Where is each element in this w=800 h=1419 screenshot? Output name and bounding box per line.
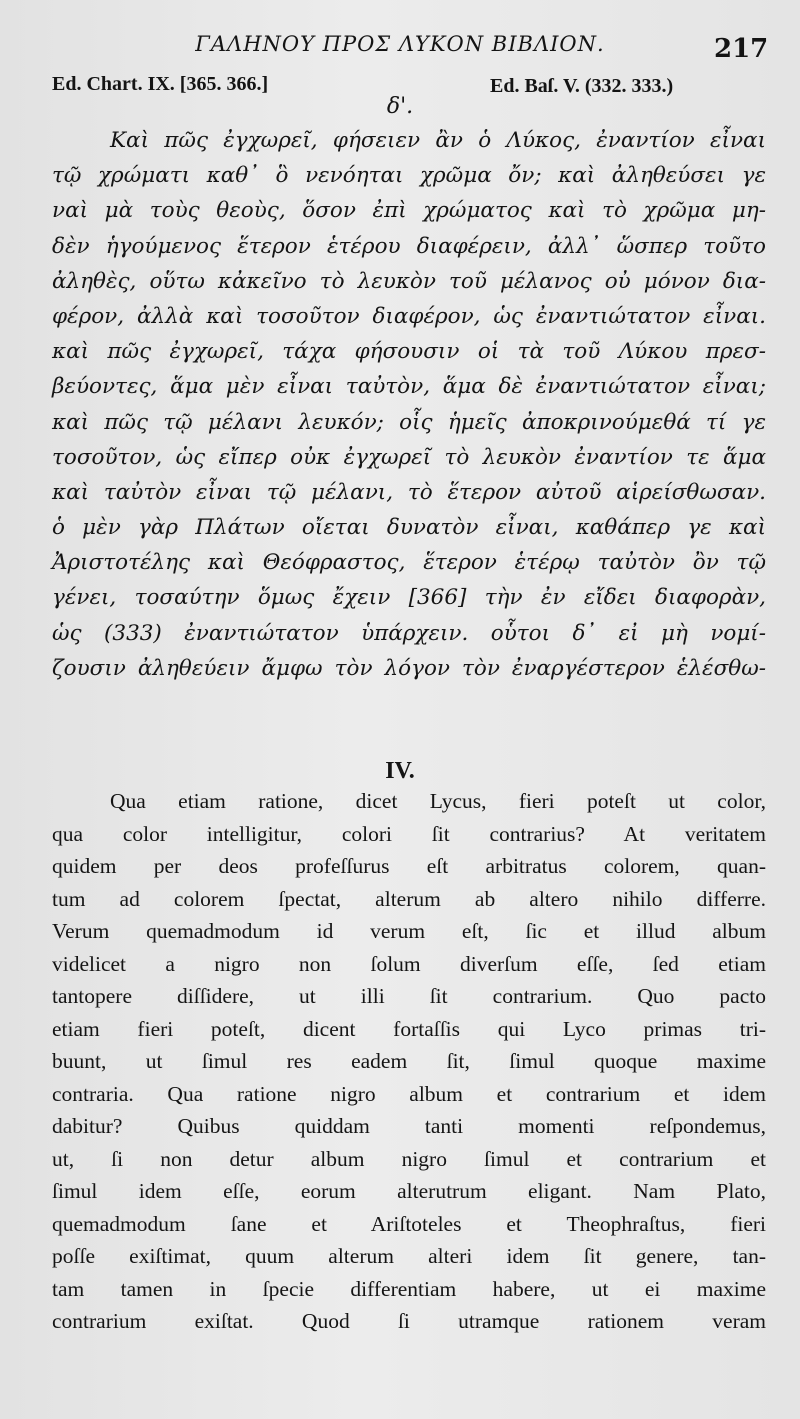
greek-line: γένει, τοσαύτην ὅμως ἔχειν [366] τὴν ἐν εἴδει διαφορὰν,: [52, 585, 766, 611]
greek-line: Καὶ πῶς ἐγχωρεῖ, φήσειεν ἂν ὁ Λύκος, ἐναντίον εἶναι: [110, 128, 766, 153]
greek-line: καὶ πῶς τῷ μέλανι λευκόν; οἷς ἡμεῖς ἀποκρινούμεθά τί γε: [52, 409, 766, 435]
running-title: ΓΑΛΗΝΟΥ ΠΡΟΣ ΛΥΚΟΝ ΒΙΒΛΙΟΝ.: [195, 32, 605, 56]
page-number: 217: [714, 34, 769, 64]
edition-chart-reference: Ed. Chart. IX. [365. 366.]: [52, 73, 269, 95]
latin-line: contraria. Qua ratione nigro album et contrarium et idem: [52, 1081, 766, 1106]
greek-line: καὶ πῶς ἐγχωρεῖ, τάχα φήσουσιν οἱ τὰ τοῦ Λύκου πρεσ-: [52, 339, 766, 365]
greek-line: ὁ μὲν γὰρ Πλάτων οἴεται δυνατὸν εἶναι, καθάπερ γε καὶ: [52, 515, 766, 541]
latin-line: ut, ſi non detur album nigro ſimul et contrarium et: [52, 1146, 766, 1171]
greek-line: καὶ ταὐτὸν εἶναι τῷ μέλανι, τὸ ἕτερον αὐτοῦ αἱρείσθωσαν.: [52, 479, 766, 505]
greek-text-block: [52, 123, 766, 686]
latin-line: tum ad colorem ſpectat, alterum ab altero nihilo differre.: [52, 886, 766, 911]
greek-line: τοσοῦτον, ὡς εἴπερ οὐκ ἐγχωρεῖ τὸ λευκὸν ἐναντίον τε ἅμα: [52, 444, 766, 470]
greek-line: ναὶ μὰ τοὺς θεοὺς, ὅσον ἐπὶ χρώματος καὶ τὸ χρῶμα μη-: [52, 198, 766, 224]
greek-line: ὡς (333) ἐναντιώτατον ὑπάρχειν. οὗτοι δ᾿ εἰ μὴ νομί-: [52, 620, 766, 646]
latin-line: Qua etiam ratione, dicet Lycus, fieri poteſt ut color,: [110, 789, 766, 813]
latin-line: etiam fieri poteſt, dicent fortaſſis qui Lyco primas tri-: [52, 1016, 766, 1041]
greek-line: βεύοντες, ἅμα μὲν εἶναι ταὐτὸν, ἅμα δὲ ἐναντιώτατον εἶναι;: [52, 374, 766, 400]
latin-line: tantopere diſſidere, ut illi ſit contrarium. Quo pacto: [52, 984, 766, 1008]
latin-line: quidem per deos profeſſurus eſt arbitratus colorem, quan-: [52, 854, 766, 878]
latin-line: contrarium exiſtat. Quod ſi utramque rationem veram: [52, 1309, 766, 1333]
greek-line: Ἀριστοτέλης καὶ Θεόφραστος, ἕτερον ἑτέρῳ ταὐτὸν ὂν τῷ: [52, 550, 766, 576]
greek-line: δὲν ἡγούμενος ἕτερον ἑτέρου διαφέρειν, ἀλλ᾿ ὥσπερ τοῦτο: [52, 233, 766, 259]
latin-line: videlicet a nigro non ſolum diverſum eſſe, ſed etiam: [52, 951, 766, 976]
latin-line: ſimul idem eſſe, eorum alterutrum eligant. Nam Plato,: [52, 1179, 766, 1203]
greek-line: ἀληθὲς, οὕτω κἀκεῖνο τὸ λευκὸν τοῦ μέλανος οὐ μόνον δια-: [52, 268, 766, 294]
latin-text-block: [52, 785, 766, 1338]
greek-line: φέρον, ἀλλὰ καὶ τοσοῦτον διαφέρον, ὡς ἐναντιώτατον εἶναι.: [52, 303, 766, 329]
greek-section-number: δ'.: [386, 94, 414, 119]
latin-line: qua color intelligitur, colori ſit contrarius? At veritatem: [52, 821, 766, 846]
latin-line: quemadmodum ſane et Ariſtoteles et Theophraſtus, fieri: [52, 1211, 766, 1236]
edition-basel-reference: Ed. Baſ. V. (332. 333.): [490, 75, 674, 97]
greek-line: τῷ χρώματι καθ᾿ ὃ νενόηται χρῶμα ὄν; καὶ ἀληθεύσει γε: [52, 163, 766, 189]
latin-line: poſſe exiſtimat, quum alterum alteri idem ſit genere, tan-: [52, 1244, 766, 1268]
latin-line: buunt, ut ſimul res eadem ſit, ſimul quoque maxime: [52, 1049, 766, 1073]
latin-section-number: IV.: [385, 758, 415, 784]
latin-line: Verum quemadmodum id verum eſt, ſic et illud album: [52, 919, 766, 943]
latin-line: dabitur? Quibus quiddam tanti momenti reſpondemus,: [52, 1114, 766, 1138]
greek-line: ζουσιν ἀληθεύειν ἄμφω τὸν λόγον τὸν ἐναργέστερον ἑλέσθω-: [52, 655, 766, 681]
latin-line: tam tamen in ſpecie differentiam habere, ut ei maxime: [52, 1276, 766, 1301]
